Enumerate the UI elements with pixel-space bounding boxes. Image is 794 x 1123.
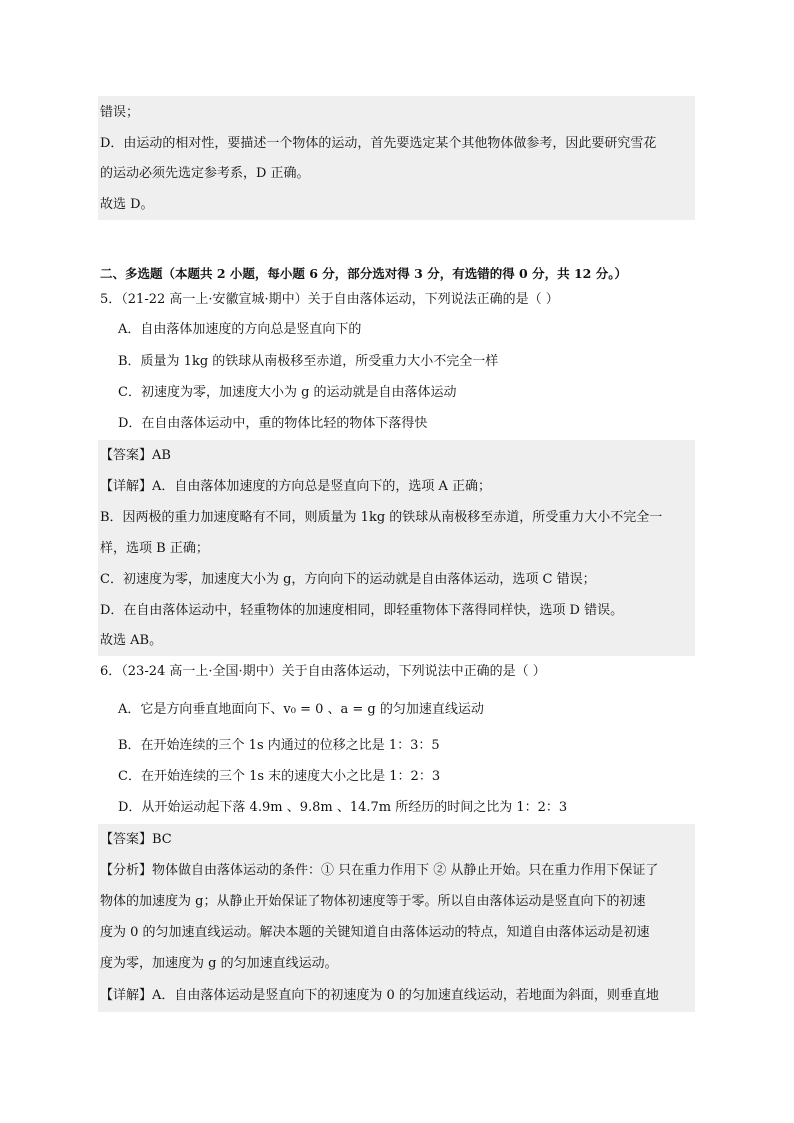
prev-line-1: 错误；: [100, 105, 140, 120]
q5-detail-line-5: D．在自由落体运动中，轻重物体的加速度相同，即轻重物体下落得同样快，选项 D 错误。: [100, 603, 624, 618]
prev-line-3: 的运动必须先选定参考系，D 正确。: [100, 166, 310, 181]
q5-answer: 【答案】AB: [100, 448, 171, 463]
q6-answer: 【答案】BC: [100, 832, 172, 847]
q5-option-b: B．质量为 1kg 的铁球从南极移至赤道，所受重力大小不完全一样: [118, 354, 499, 369]
prev-explanation-block: [98, 96, 695, 220]
q5-option-c: C．初速度为零，加速度大小为 g 的运动就是自由落体运动: [118, 385, 457, 400]
q6-option-b: B．在开始连续的三个 1s 内通过的位移之比是 1：3：5: [118, 738, 440, 753]
prev-line-4: 故选 D。: [100, 197, 154, 212]
q6-analysis-line-4: 度为零，加速度为 g 的匀加速直线运动。: [100, 956, 338, 971]
q5-detail-line-6: 故选 AB。: [100, 633, 163, 648]
q6-option-a: A．它是方向垂直地面向下、v₀ = 0 、a = g 的匀加速直线运动: [118, 702, 484, 717]
q5-stem: 5．（21-22 高一上·安徽宣城·期中）关于自由落体运动，下列说法正确的是（ ）: [100, 292, 559, 307]
q5-detail-line-1: 【详解】A．自由落体加速度的方向总是竖直向下的，选项 A 正确；: [100, 479, 492, 494]
q6-option-d: D．从开始运动起下落 4.9m 、9.8m 、14.7m 所经历的时间之比为 1：2：3: [118, 800, 568, 815]
q6-analysis-line-3: 度为 0 的匀加速直线运动。解决本题的关键知道自由落体运动的特点，知道自由落体运动是初速: [100, 925, 650, 940]
q6-analysis-line-1: 【分析】物体做自由落体运动的条件：① 只在重力作用下 ② 从静止开始。只在重力作用下保证了: [100, 863, 659, 878]
q6-analysis-line-2: 物体的加速度为 g；从静止开始保证了物体初速度等于零。所以自由落体运动是竖直向下的初速: [100, 894, 646, 909]
section-header: 二、多选题（本题共 2 小题，每小题 6 分，部分选对得 3 分，有选错的得 0 分，共 12 分。）: [100, 266, 627, 281]
q6-detail-line-1: 【详解】A．自由落体运动是竖直向下的初速度为 0 的匀加速直线运动，若地面为斜面，则垂直地: [100, 988, 659, 1003]
q6-answer-block: [98, 824, 695, 1012]
q5-detail-line-2: B．因两极的重力加速度略有不同，则质量为 1kg 的铁球从南极移至赤道，所受重力大小不完全一: [100, 510, 663, 525]
q5-option-a: A．自由落体加速度的方向总是竖直向下的: [118, 322, 362, 337]
q5-detail-line-4: C．初速度为零，加速度大小为 g，方向向下的运动就是自由落体运动，选项 C 错误；: [100, 572, 596, 587]
prev-line-2: D．由运动的相对性，要描述一个物体的运动，首先要选定某个其他物体做参考，因此要研究雪花: [100, 136, 657, 151]
q6-stem: 6．（23-24 高一上·全国·期中）关于自由落体运动，下列说法中正确的是（ ）: [100, 664, 546, 679]
q6-option-c: C．在开始连续的三个 1s 末的速度大小之比是 1：2：3: [118, 769, 441, 784]
q5-detail-line-3: 样，选项 B 正确；: [100, 541, 209, 556]
q5-option-d: D．在自由落体运动中，重的物体比轻的物体下落得快: [118, 416, 428, 431]
